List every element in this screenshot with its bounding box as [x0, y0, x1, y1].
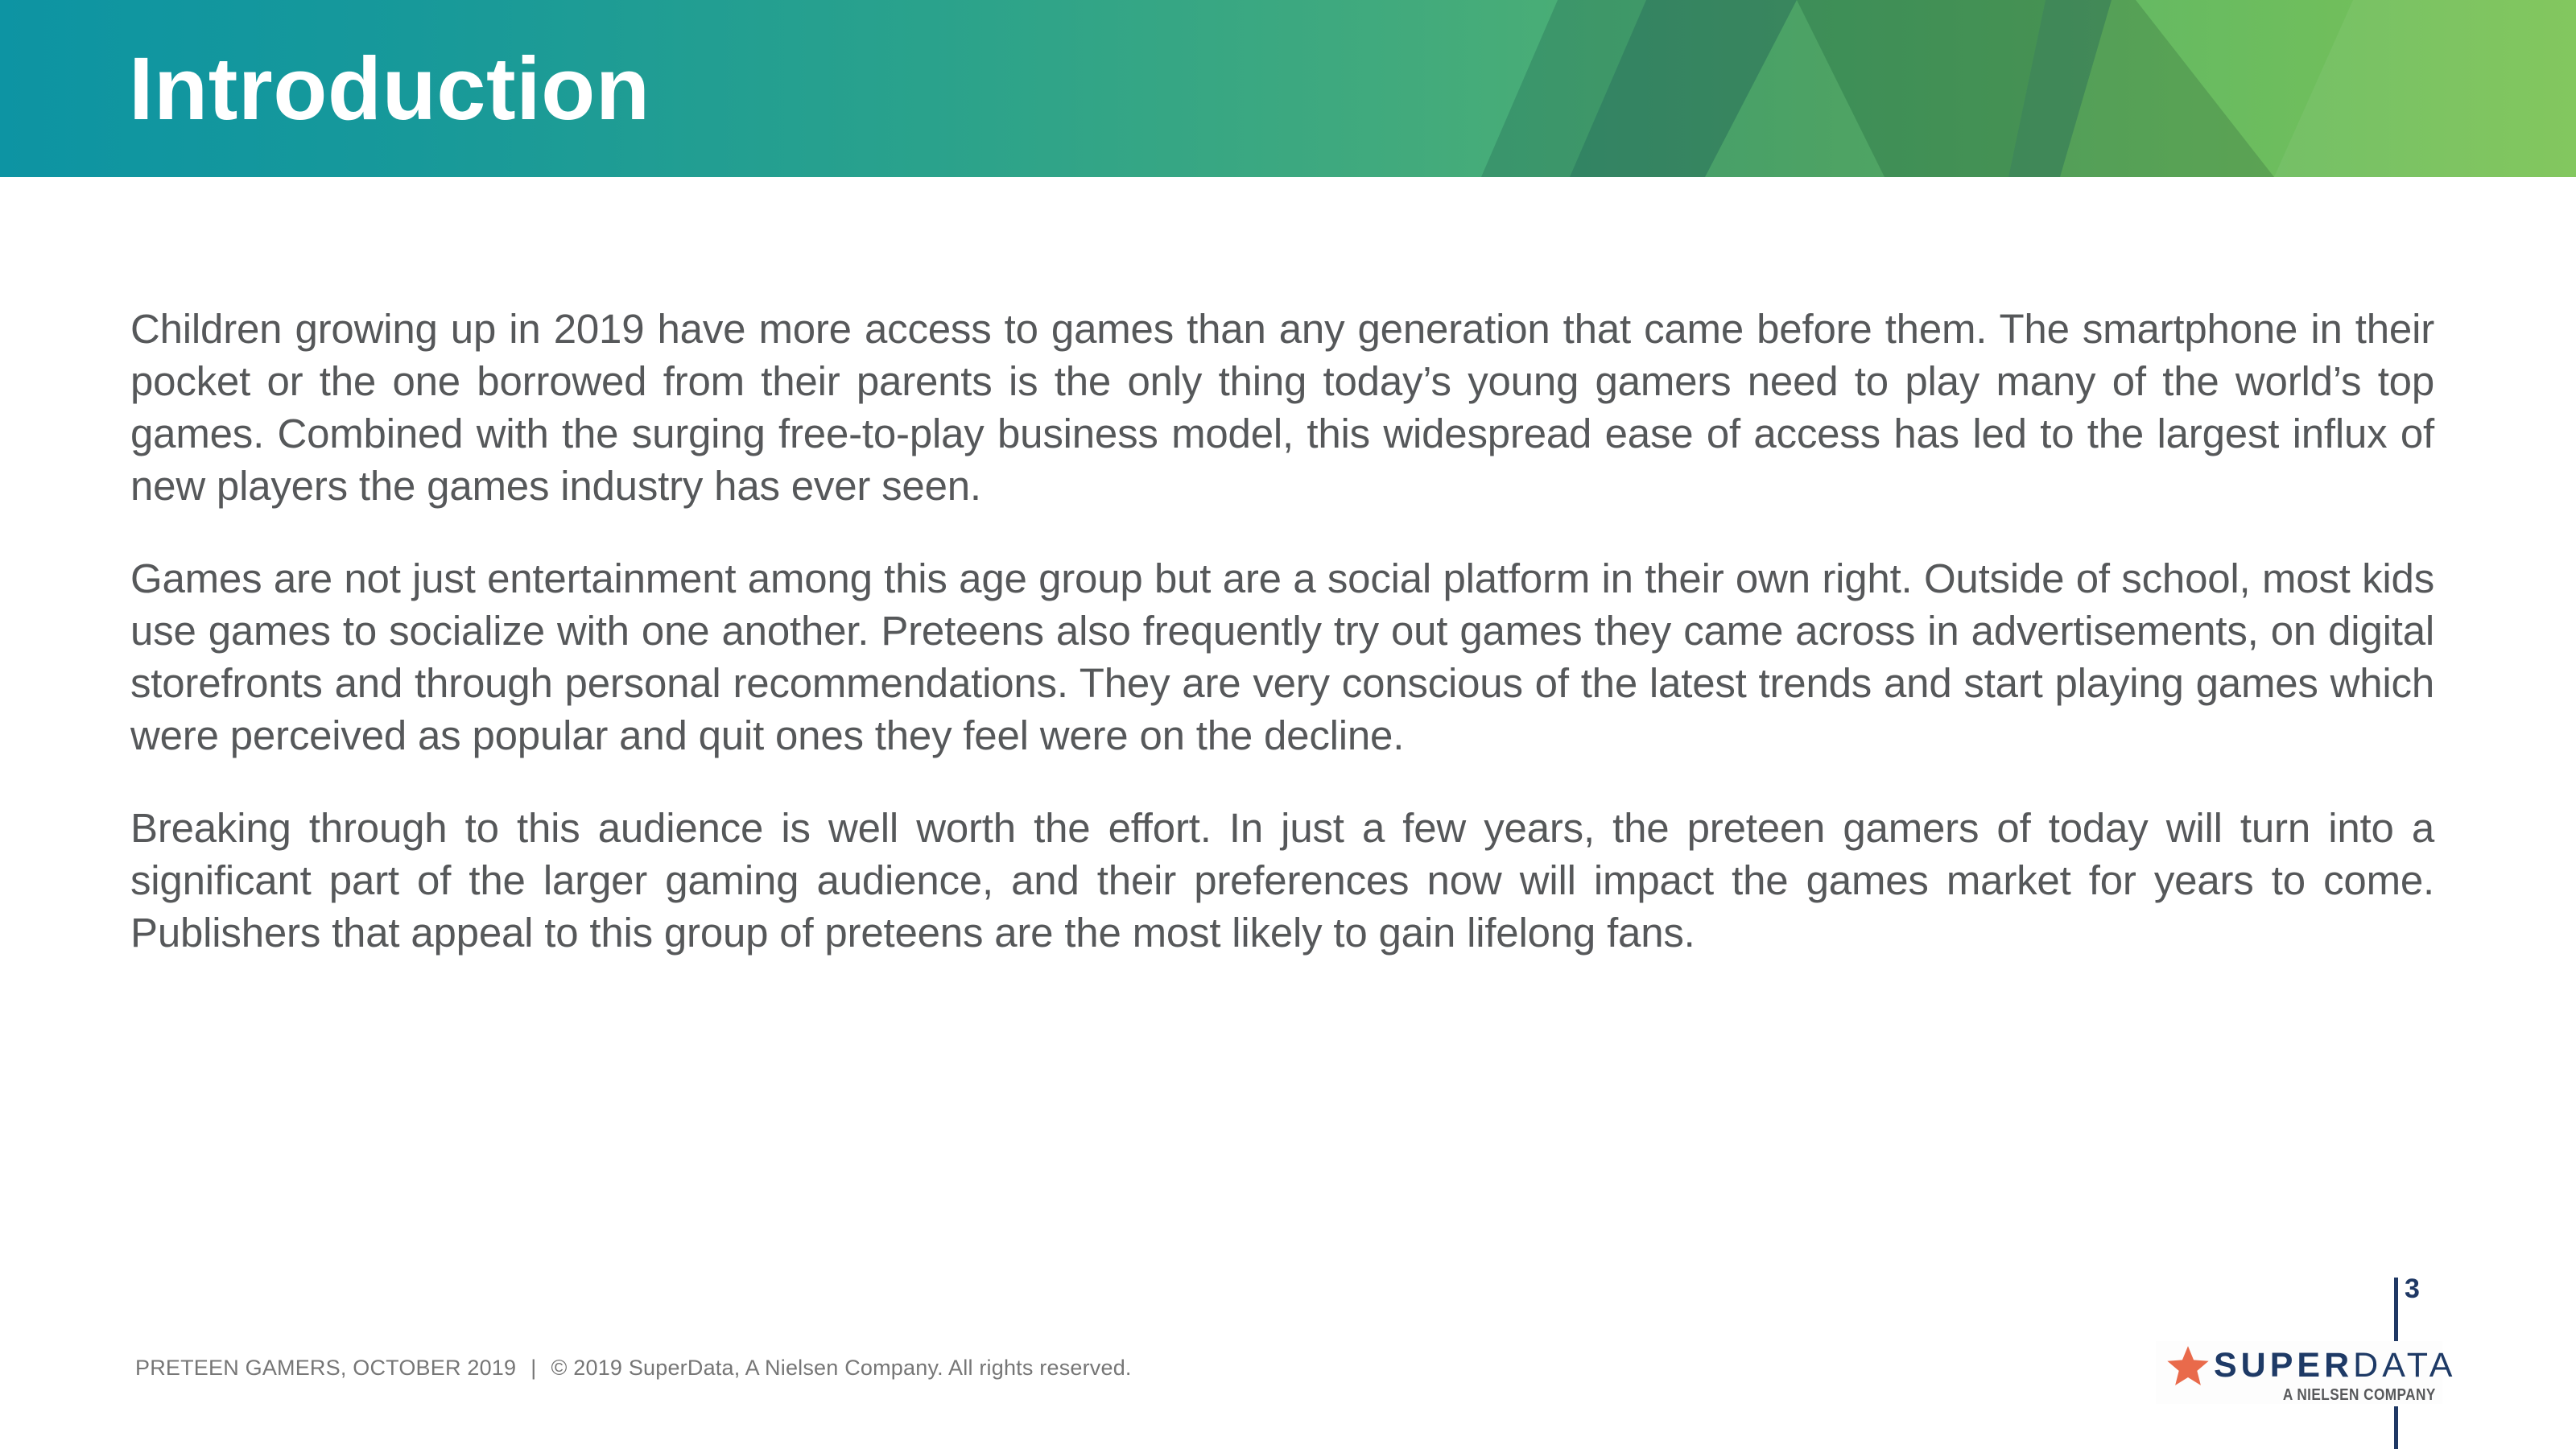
logo-wordmark-super: SUPER — [2214, 1346, 2354, 1385]
paragraph-intro-access: Children growing up in 2019 have more access to games than any generation that came before them. The smartphone in their pocket or the one borrowed from their parents is the only thing today’s young gamers need to play many of the world’s top games. Combined with the surging free-to-play business model, this widespread ease of access has led to the largest influx of new players the games industry has ever seen. — [130, 306, 2434, 509]
footer — [135, 1356, 1132, 1381]
paragraph-social-platform: Games are not just entertainment among this age group but are a social platform in their own right. Outside of school, most kids use games to socialize with one another. Preteens also frequently try out games they came across in advertisements, on digital storefronts and through personal recommendations. They are very conscious of the latest trends and start playing games which were perceived as popular and quit ones they feel were on the decline. — [130, 555, 2434, 758]
star-icon — [2166, 1345, 2210, 1387]
logo-tagline: A NIELSEN COMPANY — [2283, 1386, 2436, 1404]
logo-wordmark — [2214, 1348, 2456, 1383]
superdata-logo — [2156, 1341, 2457, 1404]
header-band — [0, 0, 2576, 177]
page-number: 3 — [2405, 1274, 2420, 1304]
paragraph-audience-value: Breaking through to this audience is well worth the effort. In just a few years, the preteen gamers of today will turn into a significant part of the larger gaming audience, and their preferences now will impact the games market for years to come. Publishers that appeal to this group of preteens are the most likely to gain lifelong fans. — [130, 805, 2434, 956]
page-title: Introduction — [129, 39, 650, 138]
logo-wordmark-data: DATA — [2353, 1346, 2457, 1385]
footer-report-name: PRETEEN GAMERS, OCTOBER 2019 — [135, 1356, 517, 1380]
footer-copyright: © 2019 SuperData, A Nielsen Company. All rights reserved. — [551, 1356, 1132, 1380]
page-number-line-top — [2394, 1278, 2398, 1341]
page-number-line-bottom — [2394, 1406, 2398, 1449]
footer-separator: | — [530, 1356, 537, 1380]
body-text — [130, 303, 2434, 999]
